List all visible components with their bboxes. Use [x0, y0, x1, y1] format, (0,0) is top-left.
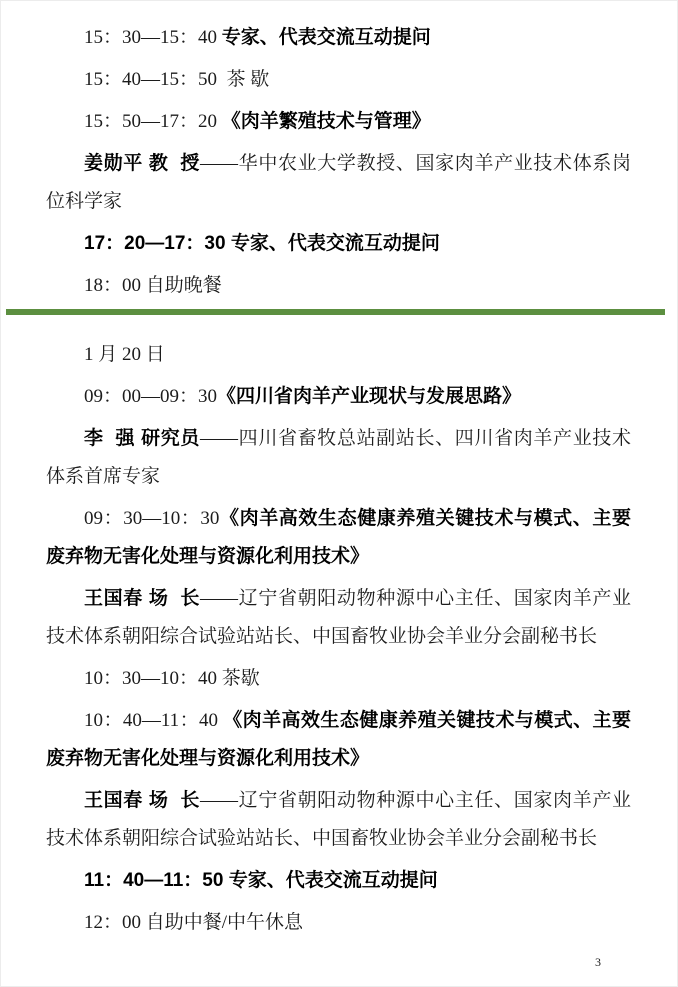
date-heading: [46, 336, 631, 374]
agenda-item: [46, 61, 631, 99]
agenda-item: [46, 225, 631, 263]
agenda-item: [46, 500, 631, 576]
speaker-line: [46, 145, 631, 221]
session-time: 15：50—17：20: [84, 111, 222, 132]
session-time-title: 11：40—11：50 专家、代表交流互动提问: [84, 870, 438, 891]
page-number: 3: [595, 955, 601, 969]
session-title: 《肉羊繁殖技术与管理》: [221, 111, 431, 132]
speaker-name: 王国春 场 长: [84, 790, 201, 811]
session-time: 15：30—15：40: [84, 27, 222, 48]
agenda-item: [46, 904, 631, 942]
session-title: 专家、代表交流互动提问: [221, 27, 431, 48]
speaker-affiliation: ——辽宁省朝阳动物种源中心主任、国家肉羊产业技术体系朝阳综合试验站站长、中国畜牧业协会羊业分会副秘书长: [46, 588, 631, 647]
agenda-item: [46, 378, 631, 416]
agenda-item: [46, 19, 631, 57]
session-time-title: 10：30—10：40 茶歇: [84, 668, 260, 689]
speaker-line: [46, 782, 631, 858]
section-divider: [6, 309, 665, 315]
session-time-title: 18：00 自助晚餐: [84, 275, 222, 296]
session-time-title: 12：00 自助中餐/中午休息: [84, 912, 304, 933]
agenda-item: [46, 103, 631, 141]
agenda-item: [46, 702, 631, 778]
agenda-content: [1, 1, 677, 942]
session-time-title: 15：40—15：50 茶 歇: [84, 69, 270, 90]
agenda-item: [46, 862, 631, 900]
speaker-affiliation: ——四川省畜牧总站副站长、四川省肉羊产业技术体系首席专家: [46, 428, 631, 487]
agenda-item: [46, 267, 631, 305]
speaker-name: 姜勋平 教 授: [84, 153, 201, 174]
session-title: 《四川省肉羊产业现状与发展思路》: [217, 386, 522, 407]
agenda-item: [46, 660, 631, 698]
session-title: 《肉羊高效生态健康养殖关键技术与模式、主要废弃物无害化处理与资源化利用技术》: [46, 710, 631, 769]
speaker-line: [46, 580, 631, 656]
session-time-title: 17：20—17：30 专家、代表交流互动提问: [84, 233, 440, 254]
speaker-name: 王国春 场 长: [84, 588, 201, 609]
speaker-line: [46, 420, 631, 496]
session-title: 《肉羊高效生态健康养殖关键技术与模式、主要废弃物无害化处理与资源化利用技术》: [46, 508, 631, 567]
speaker-affiliation: ——辽宁省朝阳动物种源中心主任、国家肉羊产业技术体系朝阳综合试验站站长、中国畜牧业协会羊业分会副秘书长: [46, 790, 631, 849]
session-time: 10：40—11：40: [84, 710, 224, 731]
speaker-name: 李 强 研究员: [84, 428, 201, 449]
speaker-affiliation: ——华中农业大学教授、国家肉羊产业技术体系岗位科学家: [46, 153, 631, 212]
session-time: 09：30—10：30: [84, 508, 220, 529]
session-time: 09：00—09：30: [84, 386, 218, 407]
date-text: 1 月 20 日: [84, 344, 165, 365]
